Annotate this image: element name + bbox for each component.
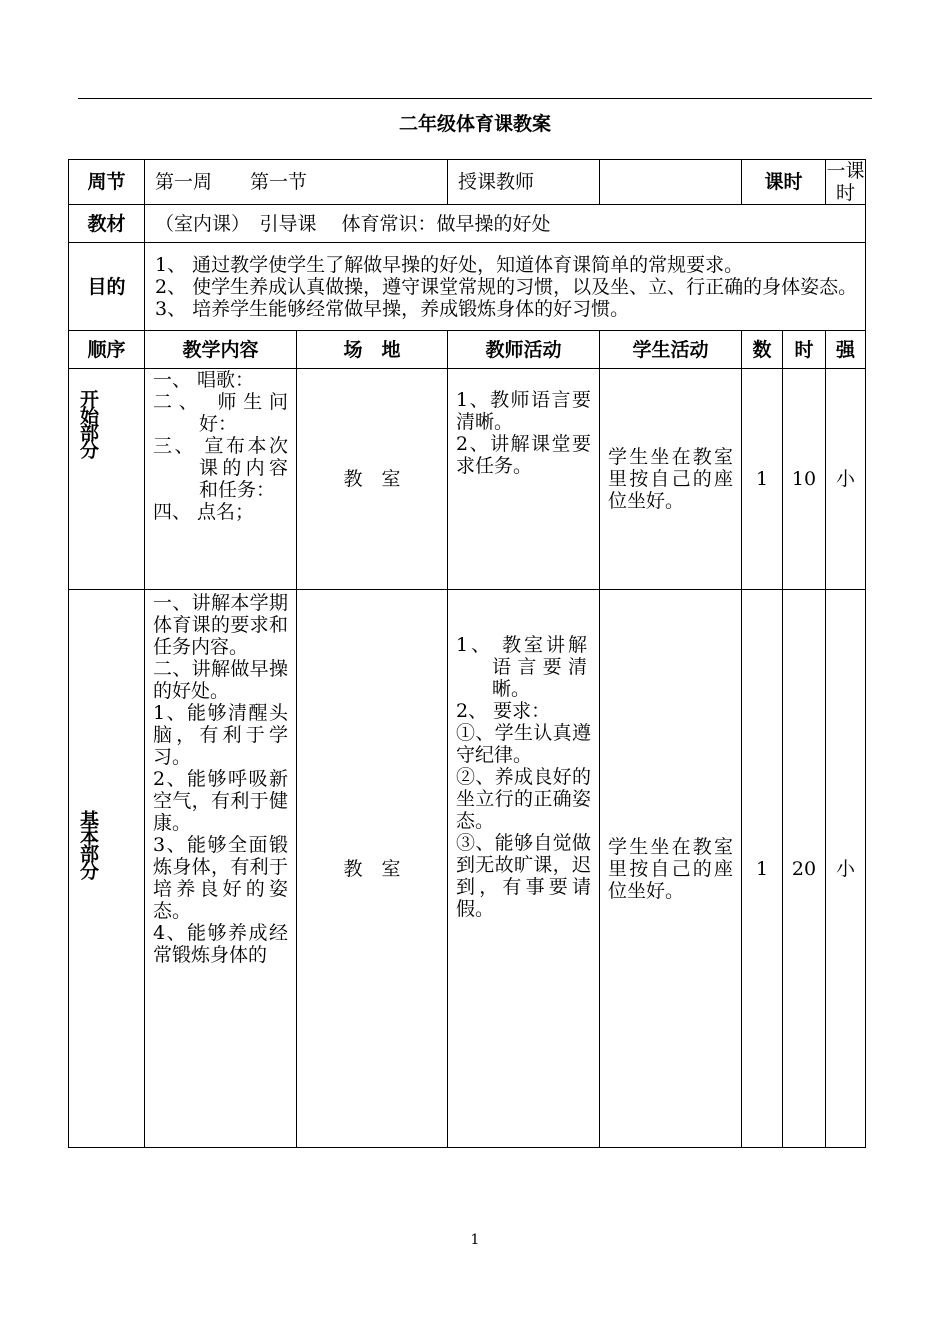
col-header-intensity: 强	[826, 331, 866, 369]
section-venue: 教 室	[297, 369, 448, 590]
goal-item: 1、 通过教学使学生了解做早操的好处，知道体育课简单的常规要求。	[155, 253, 744, 276]
section-time: 20	[783, 590, 826, 1148]
col-header-time: 时	[783, 331, 826, 369]
col-header-content: 教学内容	[145, 331, 297, 369]
section-row-basic	[69, 590, 866, 1148]
section-venue: 教 室	[297, 590, 448, 1148]
period-label: 课时	[742, 160, 826, 205]
period-value: 一课时	[826, 160, 865, 204]
material-label: 教材	[69, 205, 145, 243]
section-count: 1	[742, 590, 783, 1148]
col-header-count: 数	[742, 331, 783, 369]
page-title: 二年级体育课教案	[398, 113, 551, 135]
material-row	[69, 205, 866, 243]
section-teacher-activity	[448, 369, 600, 590]
teacher-item: ②、养成良好的坐立行的正确姿态。	[456, 766, 592, 832]
teacher-item: 2、 要求：	[456, 700, 551, 722]
week-label: 周节	[69, 160, 145, 205]
header-rule	[78, 98, 872, 99]
teacher-label: 授课教师	[448, 160, 600, 205]
content-item: 3、能够全面锻炼身体，有利于培养良好的姿态。	[153, 834, 288, 922]
content-item: 一、讲解本学期体育课的要求和任务内容。	[153, 592, 288, 658]
goal-item: 2、 使学生养成认真做操，遵守课堂常规的习惯，以及坐、立、行正确的身体姿态。	[155, 275, 858, 298]
section-teacher-activity	[448, 590, 600, 1148]
page-number: 1	[470, 1232, 480, 1248]
content-item: 2、能够呼吸新空气，有利于健康。	[153, 768, 288, 834]
section-student-activity: 学生坐在教室里按自己的座位坐好。	[600, 590, 742, 1148]
teacher-item: ①、学生认真遵守纪律。	[456, 722, 592, 766]
content-item: 四、 点名；	[153, 501, 255, 523]
section-student-activity: 学生坐在教室里按自己的座位坐好。	[600, 369, 742, 590]
content-item: 三、 宣布本次课的内容和任务：	[153, 435, 288, 501]
content-item: 二、讲解做早操的好处。	[153, 658, 288, 702]
content-item: 二、 师生问好：	[153, 391, 288, 435]
section-count: 1	[742, 369, 783, 590]
content-item: 4、能够养成经常锻炼身体的	[153, 922, 288, 966]
column-header-row	[69, 331, 866, 369]
section-intensity: 小	[826, 369, 866, 590]
goals-label: 目的	[69, 243, 145, 331]
goals-list	[145, 243, 866, 331]
teacher-item: 1、教师语言要清晰。	[456, 389, 592, 433]
section-row-start	[69, 369, 866, 590]
section-intensity: 小	[826, 590, 866, 1148]
col-header-venue: 场 地	[297, 331, 448, 369]
content-item: 1、能够清醒头脑，有利于学习。	[153, 702, 288, 768]
section-time: 10	[783, 369, 826, 590]
lesson-plan-table	[68, 159, 866, 1148]
section-name: 开始部分	[69, 369, 145, 590]
section-name: 基本部分	[69, 590, 145, 1148]
teacher-item: 2、讲解课堂要求任务。	[456, 433, 592, 477]
section-content	[145, 369, 297, 590]
week-value: 第一周 第一节	[145, 160, 448, 205]
content-item: 一、 唱歌：	[153, 369, 255, 391]
goal-item: 3、 培养学生能够经常做早操，养成锻炼身体的好习惯。	[155, 297, 630, 320]
teacher-item: 1、 教室讲解语言要清晰。	[456, 634, 588, 700]
goals-row	[69, 243, 866, 331]
material-value: （室内课） 引导课 体育常识：做早操的好处	[145, 205, 866, 243]
col-header-order: 顺序	[69, 331, 145, 369]
col-header-teacher: 教师活动	[448, 331, 600, 369]
teacher-value	[600, 160, 742, 205]
col-header-student: 学生活动	[600, 331, 742, 369]
header-row	[69, 160, 866, 205]
teacher-item: ③、能够自觉做到无故旷课，迟到，有事要请假。	[456, 832, 592, 920]
section-content	[145, 590, 297, 1148]
